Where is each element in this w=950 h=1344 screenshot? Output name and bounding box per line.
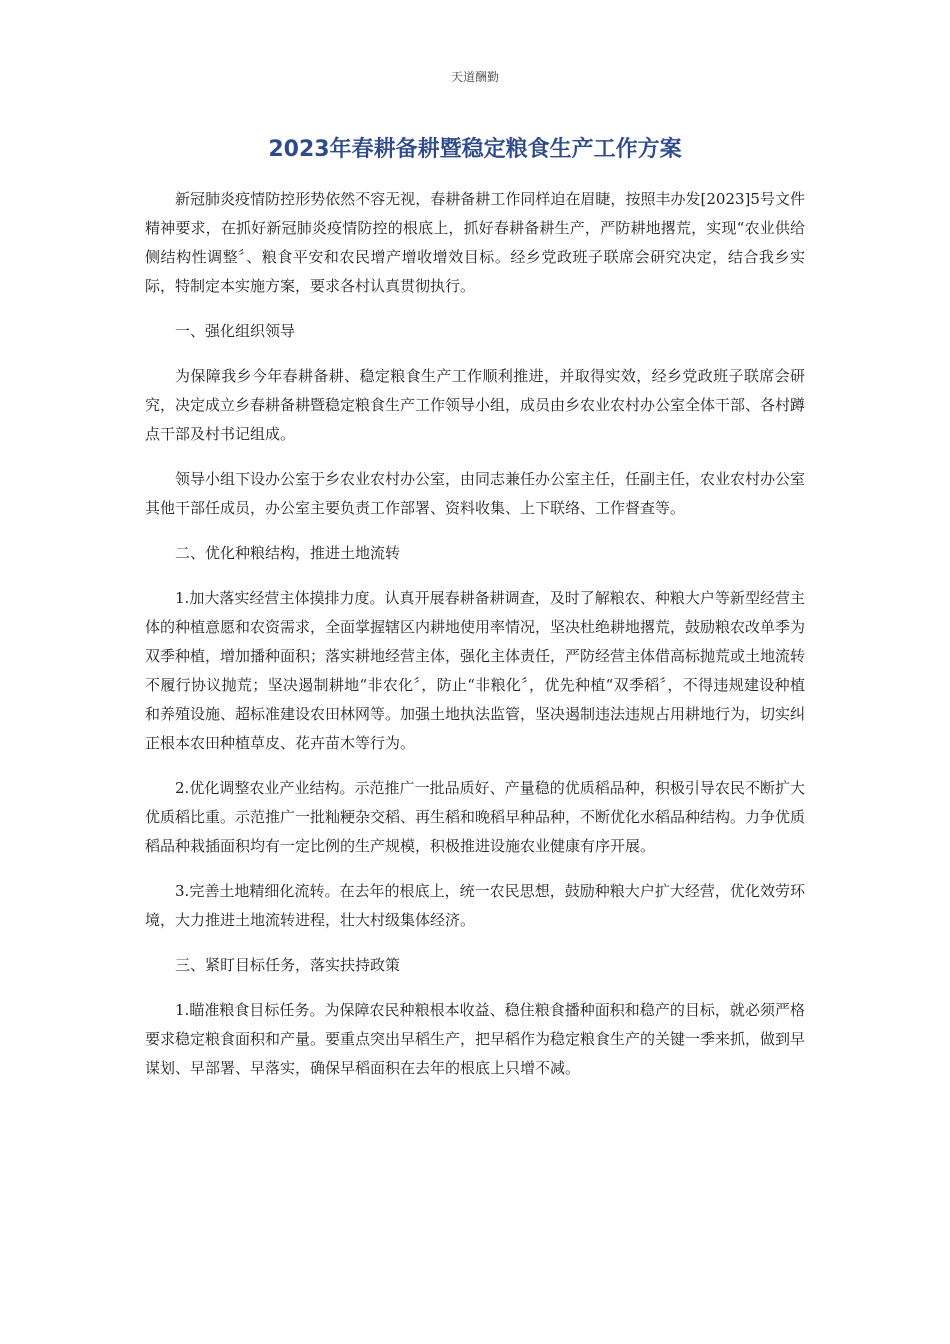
section-heading-1: 一、强化组织领导 bbox=[175, 322, 296, 340]
document-body bbox=[145, 185, 805, 1099]
intro-paragraph: 新冠肺炎疫情防控形势依然不容无视，春耕备耕工作同样迫在眉睫，按照丰办发[2023]5号文件精神要求，在抓好新冠肺炎疫情防控的根底上，抓好春耕备耕生产，严防耕地撂荒，实现“农业供给侧结构性调整〞、粮食平安和农民增产增收增效目标。经乡党政班子联席会研究决定，结合我乡实际，特制定本实施方案，要求各村认真贯彻执行。 bbox=[145, 190, 805, 295]
section-heading-3: 三、紧盯目标任务，落实扶持政策 bbox=[175, 956, 401, 974]
body-paragraph: 1.加大落实经营主体摸排力度。认真开展春耕备耕调查，及时了解粮农、种粮大户等新型经营主体的种植意愿和农资需求，全面掌握辖区内耕地使用率情况，坚决杜绝耕地撂荒，鼓励粮农改单季为双季种植，增加播种面积；落实耕地经营主体，强化主体责任，严防经营主体借高标抛荒或土地流转不履行协议抛荒；坚决遏制耕地“非农化〞，防止“非粮化〞，优先种植“双季稻〞，不得违规建设种植和养殖设施、超标准建设农田林网等。加强土地执法监管，坚决遏制违法违规占用耕地行为，切实纠正根本农田种植草皮、花卉苗木等行为。 bbox=[145, 589, 806, 752]
document-title: 2023年春耕备耕暨稳定粮食生产工作方案 bbox=[268, 137, 682, 162]
body-paragraph: 2.优化调整农业产业结构。示范推广一批品质好、产量稳的优质稻品种，积极引导农民不断扩大优质稻比重。示范推广一批籼粳杂交稻、再生稻和晚稻早种品种，不断优化水稻品种结构。力争优质稻品种栽插面积均有一定比例的生产规模，积极推进设施农业健康有序开展。 bbox=[145, 779, 806, 855]
body-paragraph: 3.完善土地精细化流转。在去年的根底上，统一农民思想，鼓励种粮大户扩大经营，优化效劳环境，大力推进土地流转进程，壮大村级集体经济。 bbox=[145, 882, 805, 929]
body-paragraph: 为保障我乡今年春耕备耕、稳定粮食生产工作顺利推进，并取得实效，经乡党政班子联席会研究，决定成立乡春耕备耕暨稳定粮食生产工作领导小组，成员由乡农业农村办公室全体干部、各村蹲点干部及村书记组成。 bbox=[145, 367, 806, 443]
header-mark: 天道酬勤 bbox=[450, 70, 499, 84]
body-paragraph: 领导小组下设办公室于乡农业农村办公室，由同志兼任办公室主任，任副主任，农业农村办公室其他干部任成员，办公室主要负责工作部署、资料收集、上下联络、工作督查等。 bbox=[145, 470, 806, 517]
body-paragraph: 1.瞄准粮食目标任务。为保障农民种粮根本收益、稳住粮食播种面积和稳产的目标，就必须严格要求稳定粮食面积和产量。要重点突出早稻生产，把早稻作为稳定粮食生产的关键一季来抓，做到早谋划、早部署、早落实，确保早稻面积在去年的根底上只增不减。 bbox=[145, 1001, 806, 1077]
section-heading-2: 二、优化种粮结构，推进土地流转 bbox=[175, 544, 401, 562]
